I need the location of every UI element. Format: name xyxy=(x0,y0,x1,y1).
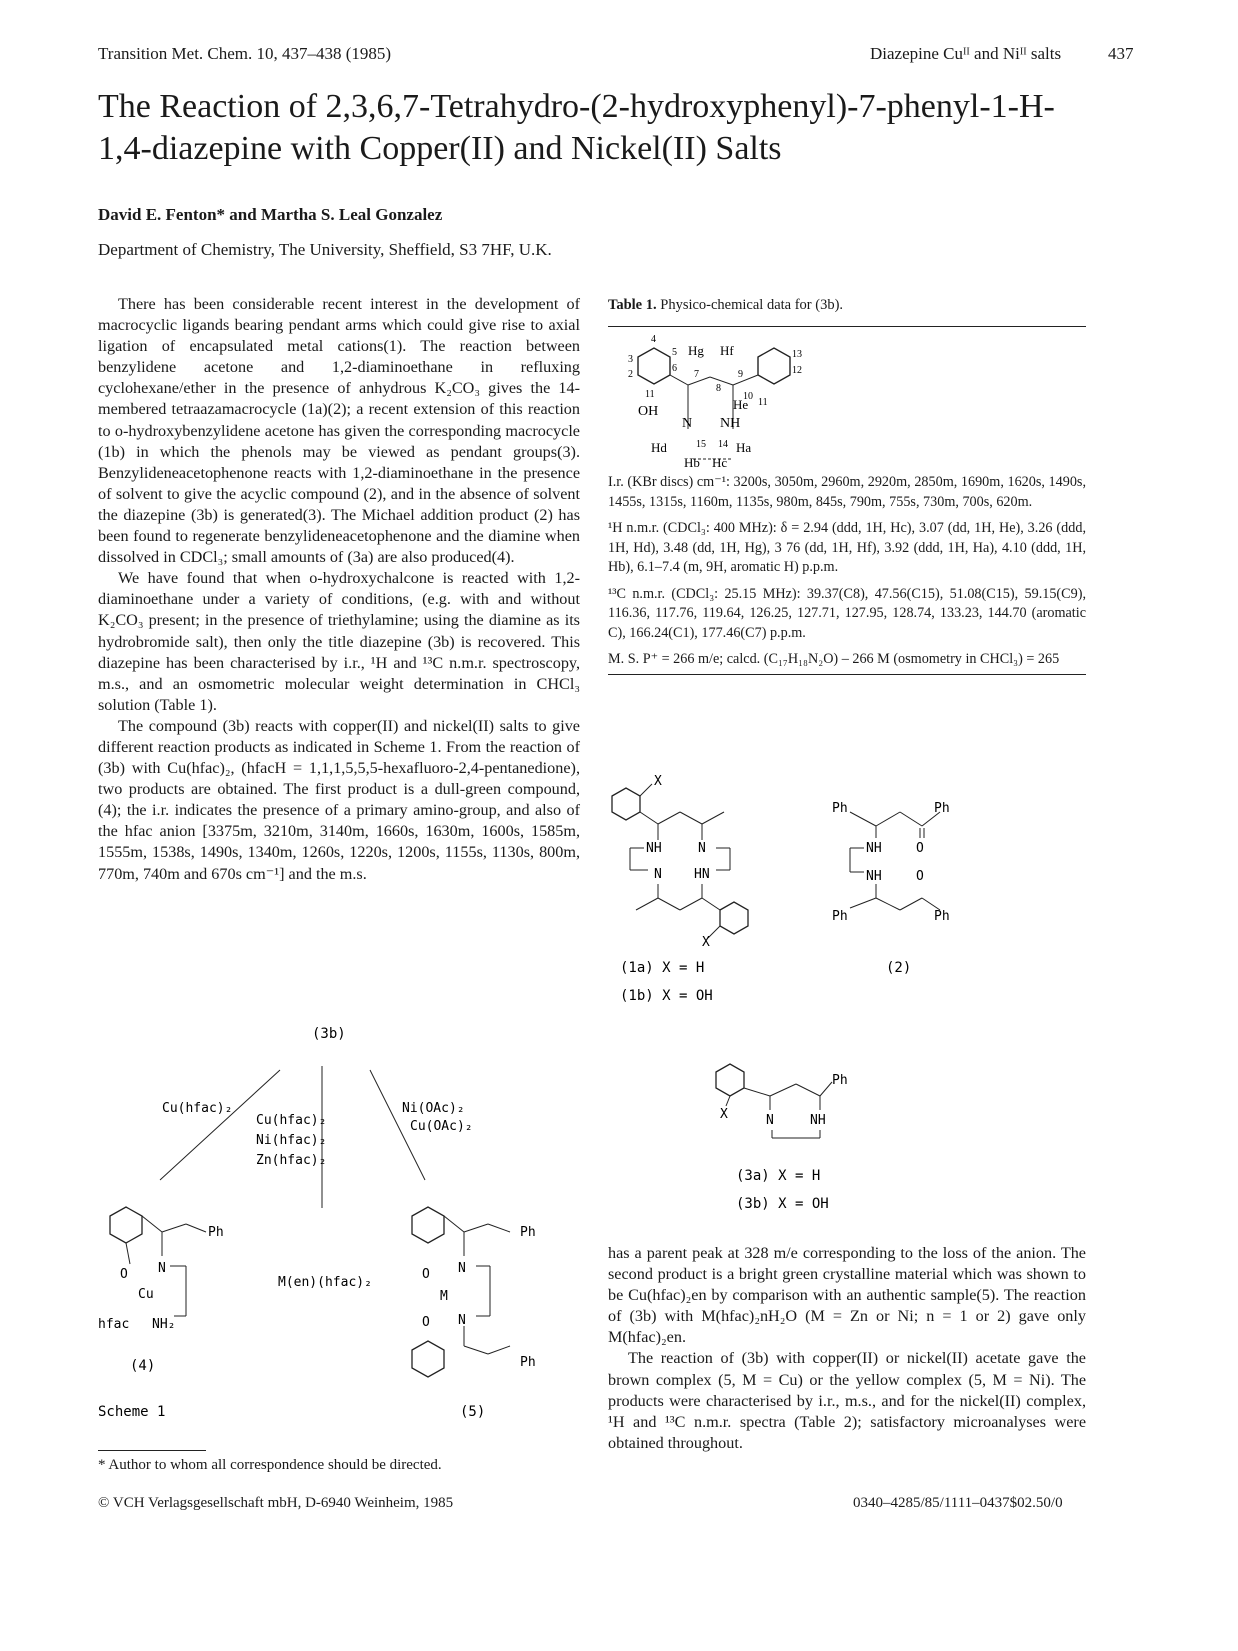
svg-text:NH: NH xyxy=(720,415,741,431)
structures-1-and-2 xyxy=(600,768,1020,1018)
n-label-5a: N xyxy=(458,1261,466,1276)
reagent-mid-2: Ni(hfac)₂ xyxy=(256,1133,327,1148)
svg-text:2: 2 xyxy=(628,368,633,380)
x-label-3: X xyxy=(720,1107,728,1122)
svg-text:3: 3 xyxy=(628,353,633,365)
reagent-right-1: Ni(OAc)₂ xyxy=(402,1101,465,1116)
x-label-top: X xyxy=(654,774,662,789)
hfac-label: hfac xyxy=(98,1317,130,1332)
label-4: (4) xyxy=(130,1358,156,1374)
article-title xyxy=(98,86,1148,170)
n-label-4: N xyxy=(158,1261,166,1276)
ms-data: M. S. P⁺ = 266 m/e; calcd. (C₁₇H₁₈N₂O) – 266 M (osmometry in CHCl₃) = 265 xyxy=(608,651,1060,667)
label-3b: (3b) X = OH xyxy=(736,1196,829,1212)
nh-label-2b: NH xyxy=(866,869,882,884)
table-1 xyxy=(608,296,1086,675)
svg-text:Hf: Hf xyxy=(720,342,734,358)
o-label-5a: O xyxy=(422,1267,430,1282)
paragraph-4: has a parent peak at 328 m/e corresponding to the loss of the anion. The second product is a bright green crystalline material which was shown to be Cu(hfac)₂en by comparison with an authentic sample(5). The reaction of (3b) with M(hfac)₂nH₂O (M = Zn or Ni; n = 1 or 2) gave only M(hfac)₂en. xyxy=(608,1244,1086,1347)
paragraph-1: There has been considerable recent interest in the development of macrocyclic ligands bearing pendant arms which could give rise to axial ligation of encapsulated metal cations(1). The reaction between benzylidene acetone and 1,2-diaminoethane in refluxing cyclohexane/ether in the presence of anhydrous K₂CO₃ gives the 14-membered tetraazamacrocycle (1a)(2); a recent extension of this reaction to o-hydroxybenzylidene acetone has given the corresponding macrocycle (1b) in which the phenols may be viewed as pendant groups(3). Benzylideneacetophenone reacts with 1,2-diaminoethane in the presence of solvent to give the acyclic compound (2), and in the absence of solvent the diazepine (3b) is generated(3). The Michael addition product (2) has been found to regenerate benzylideneacetophenone and the diamine when dissolved in CDCl₃; small amounts of (3a) are also produced(4). xyxy=(98,295,580,567)
svg-text:12: 12 xyxy=(792,364,802,376)
paragraph-5: The reaction of (3b) with copper(II) or nickel(II) acetate gave the brown complex (5, M = Cu) or the yellow complex (5, M = Ni). The products were characterised by i.r., m.s., and for the nickel(II) complex, ¹H and ¹³C n.m.r. spectra (Table 2); satisfactory microanalyses were obtained throughout. xyxy=(608,1349,1086,1452)
label-1a: (1a) X = H xyxy=(620,960,705,976)
structure-3b-numbered xyxy=(608,327,838,467)
reagent-right-2: Cu(OAc)₂ xyxy=(410,1119,473,1134)
label-2: (2) xyxy=(886,960,912,976)
o-label-2a: O xyxy=(916,841,924,856)
nh-label-2a: NH xyxy=(866,841,882,856)
o-label-2b: O xyxy=(916,869,924,884)
svg-text:5: 5 xyxy=(672,346,677,358)
table-caption-text: Physico-chemical data for (3b). xyxy=(660,297,844,313)
n-label-3: N xyxy=(766,1113,774,1128)
product-mid: M(en)(hfac)₂ xyxy=(278,1275,372,1290)
svg-text:11: 11 xyxy=(645,388,655,400)
scheme-1 xyxy=(90,1020,590,1430)
ph-label-5a: Ph xyxy=(520,1225,536,1240)
ph-label-2: Ph xyxy=(934,801,950,816)
label-3a: (3a) X = H xyxy=(736,1168,821,1184)
ph-label-3: Ph xyxy=(832,909,848,924)
hydroxy-label: OH xyxy=(638,403,659,419)
affiliation: Department of Chemistry, The University, Sheffield, S3 7HF, U.K. xyxy=(98,240,552,259)
svg-text:9: 9 xyxy=(738,368,743,380)
reagent-mid-1: Cu(hfac)₂ xyxy=(256,1113,327,1128)
authors: David E. Fenton* and Martha S. Leal Gonzalez xyxy=(98,205,443,224)
svg-text:15: 15 xyxy=(696,438,706,450)
reagent-left: Cu(hfac)₂ xyxy=(162,1101,233,1116)
svg-text:7: 7 xyxy=(694,368,699,380)
paragraph-2: We have found that when o-hydroxychalcone is reacted with 1,2-diaminoethane under a variety of conditions, (e.g. with and without K₂CO₃ present; in the presence of triethylamine; using the diamine as its hydrobromide salt), then only the title diazepine (3b) is recovered. This diazepine has been characterised by i.r., ¹H and ¹³C n.m.r. spectroscopy, m.s., and an osmometric molecular weight determination in CHCl₃ solution (Table 1). xyxy=(98,569,580,714)
ir-data: I.r. (KBr discs) cm⁻¹: 3200s, 3050m, 2960m, 2920m, 2850m, 1690m, 1620s, 1490s, 1455s, 1315s, 1160m, 1135s, 980m, 845s, 790m, 755s, 730m, 700s, 620m. xyxy=(608,474,1086,510)
structure-3 xyxy=(700,1060,900,1220)
svg-text:Hg: Hg xyxy=(688,342,704,358)
ph-label-5b: Ph xyxy=(520,1355,536,1370)
body-left-column xyxy=(98,294,580,885)
ph-label-4: Ph xyxy=(208,1225,224,1240)
copyright: © VCH Verlagsgesellschaft mbH, D-6940 Weinheim, 1985 xyxy=(98,1495,454,1511)
svg-text:13: 13 xyxy=(792,348,802,360)
ph-label-3: Ph xyxy=(832,1073,848,1088)
n-label-5b: N xyxy=(458,1313,466,1328)
x-label-bottom: X xyxy=(702,935,710,950)
footnote-rule xyxy=(98,1450,206,1451)
o-label-4: O xyxy=(120,1267,128,1282)
o-label-5b: O xyxy=(422,1315,430,1330)
nh-label-3: NH xyxy=(810,1113,826,1128)
label-1b: (1b) X = OH xyxy=(620,988,713,1004)
svg-text:Hc: Hc xyxy=(712,454,728,467)
table-caption xyxy=(608,296,1086,316)
nh2-label: NH₂ xyxy=(152,1317,176,1332)
svg-text:N: N xyxy=(682,415,693,431)
running-title: Diazepine Cuᴵᴵ and Niᴵᴵ salts xyxy=(870,44,1062,63)
table-bottom-rule xyxy=(608,674,1086,675)
paragraph-3: The compound (3b) reacts with copper(II) and nickel(II) salts to give different reaction products as indicated in Scheme 1. From the reaction of (3b) with Cu(hfac)₂, (hfacH = 1,1,1,5,5,5-hexafluoro-2,4-pentanedione), two products are obtained. The first product is a dull-green compound, (4); the i.r. indicates the presence of a primary amino-group, and also of the hfac anion [3375m, 3210m, 3140m, 1660s, 1630m, 1600s, 1585m, 1555m, 1538s, 1490s, 1340m, 1260s, 1220s, 1200s, 1155s, 1130s, 800m, 770m, 740m and 670s cm⁻¹] and the m.s. xyxy=(98,716,580,883)
m-label: M xyxy=(440,1289,448,1304)
n-label-2: N xyxy=(654,867,662,882)
body-right-column xyxy=(608,1243,1086,1454)
hn-label: HN xyxy=(694,867,710,882)
svg-text:11: 11 xyxy=(758,396,768,408)
svg-text:10: 10 xyxy=(743,390,753,402)
ph-label-1: Ph xyxy=(832,801,848,816)
svg-text:Ha: Ha xyxy=(736,439,752,455)
journal-citation: Transition Met. Chem. 10, 437–438 (1985) xyxy=(98,44,392,63)
label-5: (5) xyxy=(460,1404,486,1420)
scheme-caption: Scheme 1 xyxy=(98,1404,166,1420)
table-caption-label: Table 1. xyxy=(608,297,657,313)
svg-text:6: 6 xyxy=(672,362,677,374)
svg-text:Hb: Hb xyxy=(684,454,700,467)
title-line-1: The Reaction of 2,3,6,7-Tetrahydro-(2-hydroxyphenyl)-7-phenyl-1-H- xyxy=(98,88,1055,125)
svg-text:4: 4 xyxy=(651,333,656,345)
article-code: 0340–4285/85/1111–0437$02.50/0 xyxy=(853,1495,1063,1511)
c-nmr-data: ¹³C n.m.r. (CDCl₃: 25.15 MHz): 39.37(C8), 47.56(C15), 51.08(C15), 59.15(C9), 116.36, 117.76, 119.64, 126.25, 127.71, 127.95, 128.74, 133.23, 144.70 (aromatic C), 166.24(C1), 177.46(C7) p.p.m. xyxy=(608,585,1086,641)
reagent-mid-3: Zn(hfac)₂ xyxy=(256,1153,327,1168)
ph-label-4: Ph xyxy=(934,909,950,924)
svg-text:14: 14 xyxy=(718,438,728,450)
svg-text:He: He xyxy=(733,396,749,412)
cu-label: Cu xyxy=(138,1287,154,1302)
n-label: N xyxy=(698,841,706,856)
svg-text:Hd: Hd xyxy=(651,439,667,455)
svg-text:8: 8 xyxy=(716,382,721,394)
footnote: * Author to whom all correspondence should be directed. xyxy=(98,1457,442,1473)
page-number: 437 xyxy=(1108,44,1134,63)
h-nmr-data: ¹H n.m.r. (CDCl₃: 400 MHz): δ = 2.94 (ddd, 1H, Hc), 3.07 (dd, 1H, He), 3.26 (ddd, 1H, Hd), 3.48 (dd, 1H, Hg), 3 76 (dd, 1H, Hf), 3.92 (ddd, 1H, Ha), 4.10 (ddd, 1H, Hb), 6.1–7.4 (m, 9H, aromatic H) p.p.m. xyxy=(608,520,1086,575)
title-line-2: 1,4-diazepine with Copper(II) and Nickel(II) Salts xyxy=(98,130,782,167)
nh-label: NH xyxy=(646,841,662,856)
scheme-start-label: (3b) xyxy=(312,1026,346,1042)
